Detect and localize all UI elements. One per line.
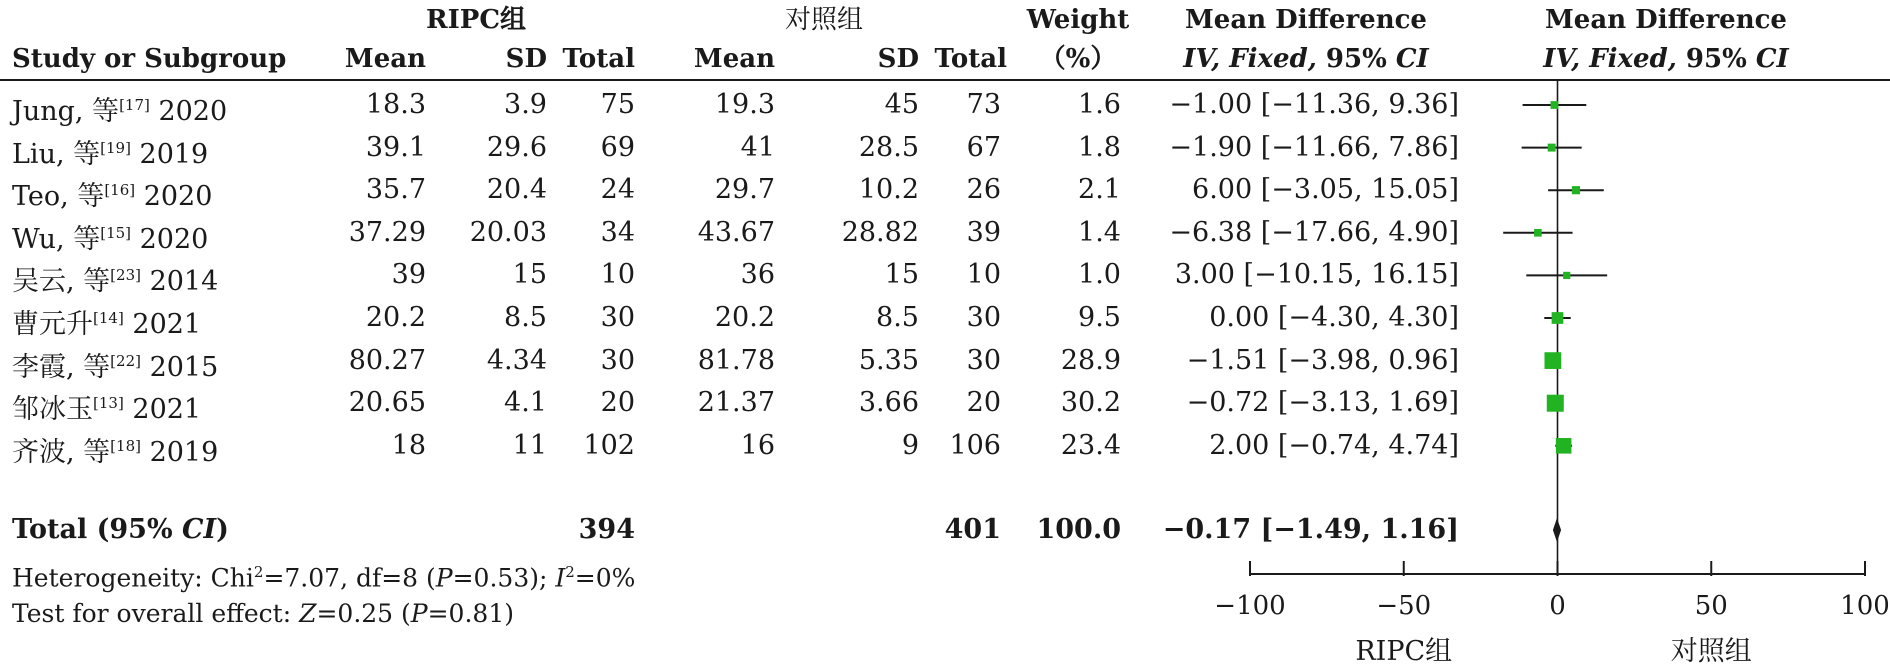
exp-mean-cell: 39.1: [365, 131, 426, 163]
exp-mean-cell: 20.65: [348, 387, 426, 419]
md-ci-cell: −1.90 [−11.66, 7.86]: [1169, 131, 1459, 163]
favours-left-label: RIPC组: [1355, 636, 1453, 667]
total-label: Total (95% CI): [12, 514, 229, 545]
exp-total-cell: 69: [600, 131, 635, 163]
exp-total-header: Total: [562, 44, 635, 74]
exp-mean-cell: 80.27: [348, 344, 426, 376]
ctl-sd-cell: 28.82: [841, 216, 919, 248]
group-header-experimental: RIPC组: [425, 5, 527, 35]
group-header-control: 对照组: [784, 5, 864, 35]
study-column-header: Study or Subgroup: [12, 44, 287, 74]
x-tick-label: −50: [1376, 591, 1432, 621]
study-name: 齐波, 等[18] 2019: [12, 436, 219, 468]
study-name: Jung, 等[17] 2020: [12, 96, 228, 127]
effect-marker: [1534, 229, 1542, 237]
exp-total-cell: 24: [600, 174, 635, 206]
ctl-mean-cell: 29.7: [714, 174, 775, 206]
exp-sd-cell: 8.5: [504, 302, 547, 333]
effect-marker: [1556, 438, 1572, 454]
ctl-total-cell: 39: [966, 216, 1001, 248]
md-ci-cell: −6.38 [−17.66, 4.90]: [1169, 216, 1459, 248]
exp-mean-cell: 18: [391, 429, 426, 461]
exp-total-cell: 75: [600, 89, 635, 120]
ctl-mean-cell: 20.2: [714, 302, 775, 333]
md-ci-cell: 2.00 [−0.74, 4.74]: [1209, 429, 1459, 461]
md-header-plot: Mean Difference: [1545, 5, 1787, 35]
ctl-sd-cell: 10.2: [858, 174, 919, 206]
x-tick-label: 100: [1840, 591, 1890, 621]
md-ci-cell: −1.51 [−3.98, 0.96]: [1186, 344, 1459, 376]
md-header-table: Mean Difference: [1185, 5, 1427, 35]
ctl-mean-cell: 81.78: [697, 344, 775, 376]
exp-sd-cell: 20.03: [469, 216, 547, 248]
exp-sd-cell: 15: [512, 259, 547, 291]
study-name: 李霞, 等[22] 2015: [12, 351, 219, 383]
md-method-header-table: IV, Fixed, 95% CI: [1183, 44, 1429, 74]
exp-total-cell: 20: [600, 387, 635, 419]
weight-cell: 1.0: [1078, 259, 1121, 291]
ctl-mean-cell: 36: [740, 259, 775, 291]
weight-cell: 23.4: [1060, 429, 1121, 461]
effect-marker: [1572, 186, 1580, 194]
total-weight: 100.0: [1036, 514, 1121, 545]
weight-cell: 2.1: [1078, 174, 1121, 206]
exp-total-cell: 10: [600, 259, 635, 291]
ctl-sd-cell: 5.35: [858, 344, 919, 376]
ctl-total-cell: 26: [966, 174, 1001, 206]
weight-cell: 1.8: [1078, 131, 1121, 163]
exp-mean-cell: 20.2: [365, 302, 426, 333]
effect-marker: [1552, 312, 1564, 324]
ctl-sd-cell: 8.5: [876, 302, 919, 333]
ctl-mean-cell: 16: [740, 429, 775, 461]
ctl-total-cell: 30: [966, 302, 1001, 333]
exp-total-cell: 30: [600, 302, 635, 333]
md-ci-cell: 3.00 [−10.15, 16.15]: [1174, 259, 1459, 291]
study-name: Liu, 等[19] 2019: [12, 138, 209, 170]
exp-mean-cell: 35.7: [365, 174, 426, 206]
md-ci-cell: −1.00 [−11.36, 9.36]: [1169, 89, 1459, 120]
exp-sd-cell: 3.9: [504, 89, 547, 120]
ctl-sd-cell: 3.66: [858, 387, 919, 419]
effect-marker: [1551, 101, 1559, 109]
md-ci-cell: 6.00 [−3.05, 15.05]: [1192, 174, 1459, 206]
exp-mean-cell: 39: [391, 259, 426, 291]
weight-cell: 30.2: [1060, 387, 1121, 419]
exp-total-cell: 30: [600, 344, 635, 376]
ctl-mean-cell: 19.3: [714, 89, 775, 120]
total-md-ci: −0.17 [−1.49, 1.16]: [1162, 514, 1459, 545]
ctl-mean-header: Mean: [693, 44, 775, 74]
ctl-total-cell: 106: [949, 429, 1001, 461]
effect-marker: [1548, 144, 1556, 152]
ctl-sd-header: SD: [877, 44, 919, 74]
weight-cell: 9.5: [1078, 302, 1121, 333]
md-ci-cell: −0.72 [−3.13, 1.69]: [1186, 387, 1459, 419]
exp-total-cell: 34: [600, 216, 635, 248]
total-exp-n: 394: [578, 514, 635, 545]
study-name: 邹冰玉[13] 2021: [12, 394, 202, 426]
exp-sd-cell: 4.1: [504, 387, 547, 419]
ctl-sd-cell: 9: [901, 429, 919, 461]
heterogeneity-text: Heterogeneity: Chi$^2$=7.07, df=8 (P=0.53); $I^2=0\%$: [12, 563, 636, 593]
total-ctl-n: 401: [944, 514, 1001, 545]
ctl-total-header: Total: [934, 44, 1007, 74]
md-method-header-plot: IV, Fixed, 95% CI: [1543, 44, 1789, 74]
exp-sd-cell: 29.6: [486, 131, 547, 163]
exp-sd-cell: 11: [512, 429, 547, 461]
exp-sd-header: SD: [505, 44, 547, 74]
x-tick-label: 50: [1694, 591, 1728, 621]
effect-marker: [1544, 352, 1561, 369]
ctl-mean-cell: 21.37: [697, 387, 775, 419]
ctl-sd-cell: 15: [884, 259, 919, 291]
total-diamond: [1553, 518, 1561, 542]
ctl-mean-cell: 43.67: [697, 216, 775, 248]
study-name: 吴云, 等[23] 2014: [12, 266, 219, 298]
ctl-total-cell: 30: [966, 344, 1001, 376]
ctl-mean-cell: 41: [740, 131, 775, 163]
x-tick-label: 0: [1549, 591, 1566, 621]
ctl-sd-cell: 45: [884, 89, 919, 120]
exp-mean-cell: 37.29: [348, 216, 426, 248]
ctl-total-cell: 73: [966, 89, 1001, 120]
weight-unit-header: （%）: [1039, 44, 1117, 74]
weight-cell: 1.4: [1078, 216, 1121, 248]
ctl-sd-cell: 28.5: [858, 131, 919, 163]
exp-sd-cell: 4.34: [486, 344, 547, 376]
effect-marker: [1563, 272, 1570, 279]
ctl-total-cell: 20: [966, 387, 1001, 419]
weight-header: Weight: [1026, 5, 1130, 35]
study-name: Teo, 等[16] 2020: [12, 181, 213, 213]
ctl-total-cell: 67: [966, 131, 1001, 163]
exp-sd-cell: 20.4: [486, 174, 547, 206]
overall-effect-text: Test for overall effect: Z=0.25 (P=0.81): [12, 599, 514, 628]
effect-marker: [1547, 395, 1564, 412]
favours-right-label: 对照组: [1670, 636, 1752, 667]
exp-mean-cell: 18.3: [365, 89, 426, 120]
weight-cell: 1.6: [1078, 89, 1121, 120]
ctl-total-cell: 10: [966, 259, 1001, 291]
x-tick-label: −100: [1214, 591, 1286, 621]
md-ci-cell: 0.00 [−4.30, 4.30]: [1209, 302, 1459, 333]
exp-mean-header: Mean: [344, 44, 426, 74]
study-name: Wu, 等[15] 2020: [12, 223, 209, 255]
weight-cell: 28.9: [1060, 344, 1121, 376]
exp-total-cell: 102: [583, 429, 635, 461]
study-name: 曹元升[14] 2021: [12, 309, 202, 340]
